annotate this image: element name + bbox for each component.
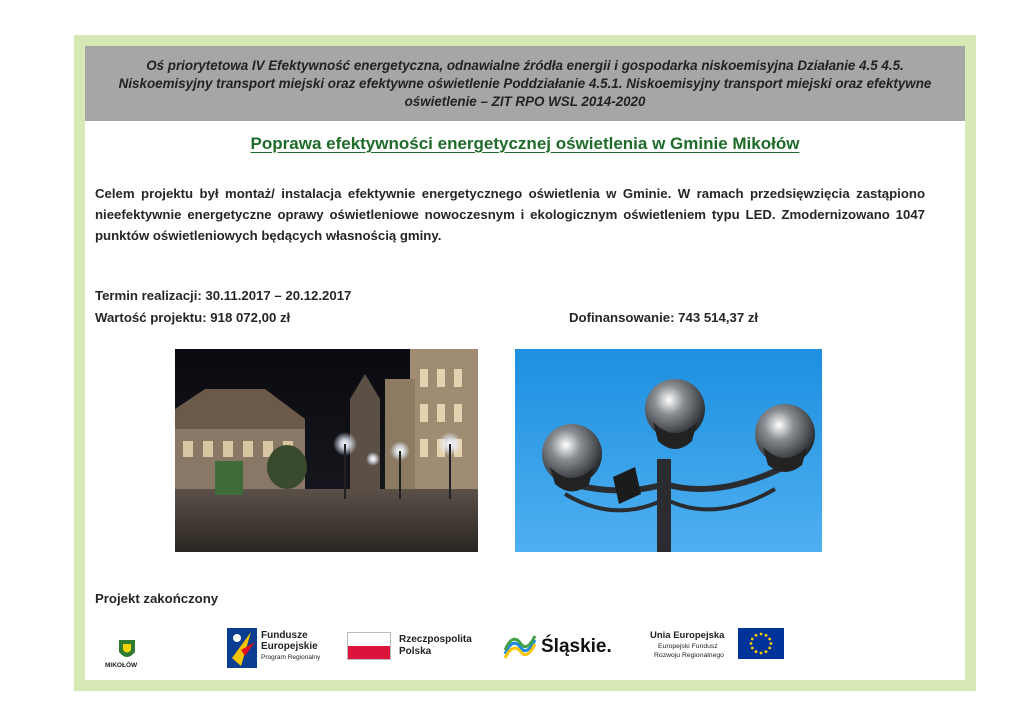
realization-term: Termin realizacji: 30.11.2017 – 20.12.2017 [95, 288, 352, 303]
mikolow-logo-text: MIKOŁÓW [105, 662, 138, 669]
rp-line2: Polska [399, 646, 432, 657]
project-status: Projekt zakończony [95, 591, 219, 606]
rzeczpospolita-polska-logo [347, 632, 487, 666]
eu-flag-icon [738, 628, 784, 659]
fe-star-icon [227, 628, 259, 668]
fe-line2: Europejskie [261, 641, 318, 652]
page-frame [74, 35, 976, 691]
night-square-photo [175, 349, 478, 552]
programme-header-text: Oś priorytetowa IV Efektywność energetyczna, odnawialne źródła energii i gospodarka niskoemisyjna Działanie 4.5 4.5. Niskoemisyjny transport miejski oraz efektywne oświetlenie Poddziałanie 4.5.1. Niskoemisyjny transport miejski oraz efektywne oświetlenie – ZIT RPO WSL 2014-2020 [118, 57, 932, 109]
co-financing-amount: Dofinansowanie: 743 514,37 zł [569, 310, 759, 325]
fe-line1: Fundusze [261, 630, 308, 641]
rp-line1: Rzeczpospolita [399, 634, 472, 645]
project-description: Celem projektu był montaż/ instalacja efektywnie energetycznego oświetlenia w Gminie. W ramach przedsięwzięcia zastąpiono nieefektywnie energetyczne oprawy oświetleniowe nowoczesnym i ekologicznym oświetleniem typu LED. Zmodernizowano 1047 punktów oświetleniowych będących własnością gminy. [95, 186, 925, 243]
programme-header [85, 46, 965, 121]
fe-line3: Program Regionalny [261, 654, 321, 661]
mikolow-crest-icon [107, 638, 147, 662]
slaskie-logo-text: Śląskie. [541, 636, 612, 657]
project-value: Wartość projektu: 918 072,00 zł [95, 310, 291, 325]
slaskie-waves-icon [503, 634, 537, 662]
ue-line3: Rozwoju Regionalnego [654, 652, 724, 659]
fundusze-europejskie-logo [227, 628, 347, 668]
project-title-text: Poprawa efektywności energetycznej oświetlenia w Gminie Mikołów [250, 134, 800, 153]
project-title [85, 134, 965, 154]
street-lamps-photo [515, 349, 822, 552]
ue-line2: Europejski Fundusz [658, 643, 718, 650]
slaskie-logo [503, 634, 633, 664]
ue-line1: Unia Europejska [650, 630, 725, 641]
unia-europejska-logo [650, 628, 800, 668]
polish-flag-icon [347, 632, 391, 660]
mikolow-logo [107, 638, 147, 673]
